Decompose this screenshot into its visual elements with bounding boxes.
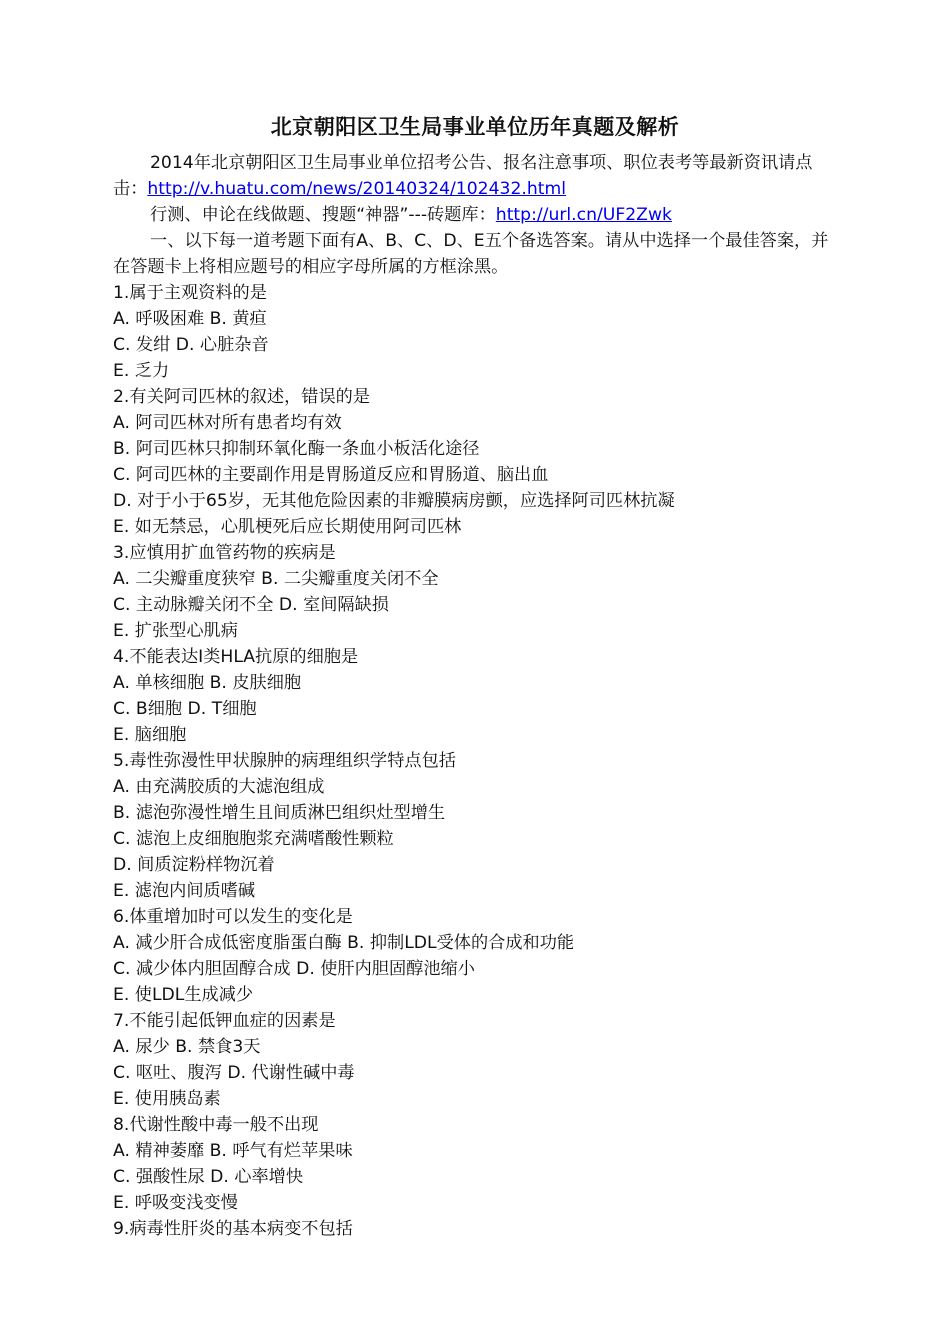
option-line: E. 脑细胞 — [113, 725, 187, 745]
option-line: E. 呼吸变浅变慢 — [113, 1193, 238, 1213]
option-line: C. 阿司匹林的主要副作用是胃肠道反应和胃肠道、脑出血 — [113, 465, 549, 485]
option-line: A. 尿少 B. 禁食3天 — [113, 1037, 261, 1057]
option-line: C. 主动脉瓣关闭不全 D. 室间隔缺损 — [113, 595, 389, 615]
tool-paragraph — [113, 202, 838, 228]
option-line: A. 单核细胞 B. 皮肤细胞 — [113, 673, 302, 693]
option-line: D. 对于小于65岁，无其他危险因素的非瓣膜病房颤，应选择阿司匹林抗凝 — [113, 491, 675, 511]
option-line: E. 使用胰岛素 — [113, 1089, 221, 1109]
question-line: 8.代谢性酸中毒一般不出现 — [113, 1115, 319, 1135]
question-line: 1.属于主观资料的是 — [113, 283, 267, 303]
question-bank-link[interactable]: http://url.cn/UF2Zwk — [495, 205, 672, 225]
question-line: 4.不能表达Ⅰ类HLA抗原的细胞是 — [113, 647, 359, 667]
option-line: A. 阿司匹林对所有患者均有效 — [113, 413, 342, 433]
tool-text: 行测、申论在线做题、搜题“神器”---砖题库： — [150, 205, 496, 225]
news-link[interactable]: http://v.huatu.com/news/20140324/102432.html — [147, 179, 567, 199]
question-line: 7.不能引起低钾血症的因素是 — [113, 1011, 336, 1031]
option-line: B. 滤泡弥漫性增生且间质淋巴组织灶型增生 — [113, 803, 446, 823]
option-line: A. 呼吸困难 B. 黄疸 — [113, 309, 267, 329]
instructions-paragraph: 一、以下每一道考题下面有A、B、C、D、E五个备选答案。请从中选择一个最佳答案，并在答题卡上将相应题号的相应字母所属的方框涂黑。 — [113, 231, 829, 277]
option-line: C. 强酸性尿 D. 心率增快 — [113, 1167, 304, 1187]
option-line: A. 精神萎靡 B. 呼气有烂苹果味 — [113, 1141, 353, 1161]
document-body — [113, 150, 838, 1242]
option-line: D. 间质淀粉样物沉着 — [113, 855, 275, 875]
option-line: B. 阿司匹林只抑制环氧化酶一条血小板活化途径 — [113, 439, 480, 459]
question-line: 5.毒性弥漫性甲状腺肿的病理组织学特点包括 — [113, 751, 456, 771]
intro-paragraph — [113, 150, 838, 202]
question-line: 3.应慎用扩血管药物的疾病是 — [113, 543, 336, 563]
option-line: A. 由充满胶质的大滤泡组成 — [113, 777, 325, 797]
option-line: E. 使LDL生成减少 — [113, 985, 254, 1005]
option-line: C. 减少体内胆固醇合成 D. 使肝内胆固醇池缩小 — [113, 959, 475, 979]
option-line: A. 二尖瓣重度狭窄 B. 二尖瓣重度关闭不全 — [113, 569, 439, 589]
option-line: E. 乏力 — [113, 361, 170, 381]
option-line: E. 滤泡内间质嗜碱 — [113, 881, 256, 901]
option-line: A. 减少肝合成低密度脂蛋白酶 B. 抑制LDL受体的合成和功能 — [113, 933, 575, 953]
option-line: E. 扩张型心肌病 — [113, 621, 238, 641]
option-line: E. 如无禁忌，心肌梗死后应长期使用阿司匹林 — [113, 517, 462, 537]
option-line: C. 滤泡上皮细胞胞浆充满嗜酸性颗粒 — [113, 829, 394, 849]
option-line: C. 呕吐、腹泻 D. 代谢性碱中毒 — [113, 1063, 355, 1083]
question-line: 6.体重增加时可以发生的变化是 — [113, 907, 353, 927]
document-title: 北京朝阳区卫生局事业单位历年真题及解析 — [270, 115, 680, 139]
question-line: 9.病毒性肝炎的基本病变不包括 — [113, 1219, 353, 1239]
option-line: C. 发绀 D. 心脏杂音 — [113, 335, 269, 355]
question-line: 2.有关阿司匹林的叙述，错误的是 — [113, 387, 371, 407]
intro-text: 2014年北京朝阳区卫生局事业单位招考公告、报名注意事项、职位表考等最新资讯请点击： — [113, 153, 813, 199]
option-line: C. B细胞 D. T细胞 — [113, 699, 257, 719]
